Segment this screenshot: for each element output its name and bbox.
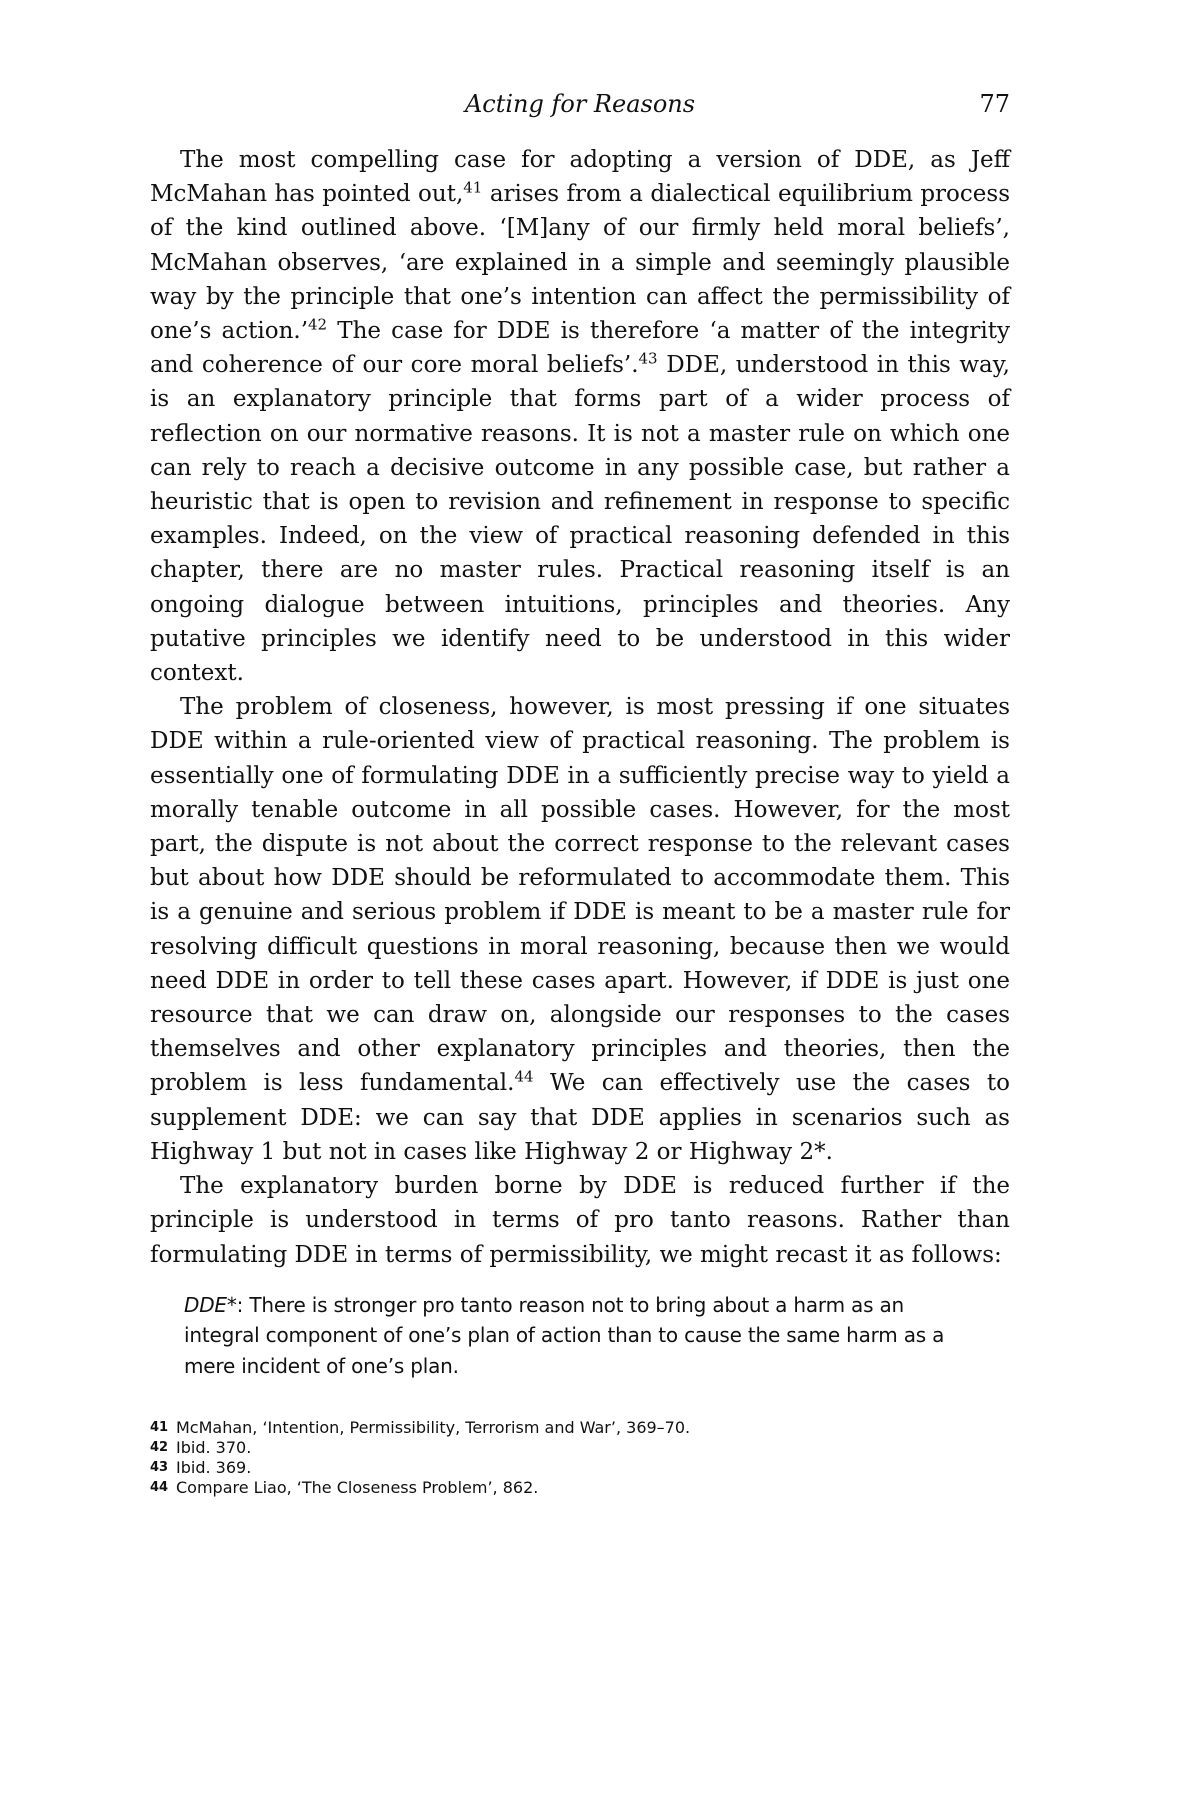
footnote-ref-41: 41 (463, 178, 483, 197)
running-head: Acting for Reasons (464, 90, 696, 118)
paragraph-3: The explanatory burden borne by DDE is reduced further if the principle is understood in terms of pro tanto reasons. Rather than formulating DDE in terms of permissibility, we might recast it as follows: (150, 1173, 1010, 1268)
footnote-number: 44 (150, 1480, 169, 1495)
paragraph-1 (150, 143, 1010, 690)
footnote (150, 1478, 1010, 1498)
footnote (150, 1458, 1010, 1478)
paragraph-2-text-b: We can effectively use the cases to supplement DDE: we can say that DDE applies in scenarios such as Highway 1 but not in cases like Highway 2 or Highway 2*. (150, 1070, 1010, 1165)
page-number: 77 (979, 90, 1010, 118)
footnote-ref-43: 43 (638, 349, 658, 368)
footnote-ref-44: 44 (514, 1067, 534, 1086)
block-quote-text: : There is stronger pro tanto reason not to bring about a harm as an integral component of one’s plan of action than to cause the same harm as a mere incident of one’s plan. (184, 1292, 945, 1378)
paragraph-1-text-b: arises from a dialectical equilibrium process of the kind outlined above. ‘[M]any of our firmly held moral beliefs’, McMahan observes, ‘are explained in a simple and seemingly plausible way by the principle that one’s intention can affect the permissibility of one’s action.’ (150, 181, 1011, 345)
block-quote (184, 1290, 976, 1382)
footnote-number: 42 (150, 1440, 169, 1455)
footnote-text: Compare Liao, ‘The Closeness Problem’, 862. (176, 1478, 539, 1497)
footnote (150, 1438, 1010, 1458)
footnote-text: McMahan, ‘Intention, Permissibility, Terrorism and War’, 369–70. (176, 1418, 691, 1437)
block-quote-label: DDE* (184, 1292, 237, 1317)
page-header (150, 90, 1010, 130)
footnotes (150, 1418, 1010, 1498)
footnote-ref-42: 42 (308, 315, 328, 334)
footnote-number: 43 (150, 1460, 169, 1475)
page-body (150, 143, 1010, 1381)
paragraph-2-text-a: The problem of closeness, however, is most pressing if one situates DDE within a rule-oriented view of practical reasoning. The problem is essentially one of formulating DDE in a sufficiently precise way to yield a morally tenable outcome in all possible cases. However, for the most part, the dispute is not about the correct response to the relevant cases but about how DDE should be reformulated to accommodate them. This is a genuine and serious problem if DDE is meant to be a master rule for resolving difficult questions in moral reasoning, because then we would need DDE in order to tell these cases apart. However, if DDE is just one resource that we can draw on, alongside our responses to the cases themselves and other explanatory principles and theories, then the problem is less fundamental. (150, 694, 1010, 1097)
paragraph-1-text-d: DDE, understood in this way, is an explanatory principle that forms part of a wider process of reflection on our normative reasons. It is not a master rule on which one can rely to reach a decisive outcome in any possible case, but rather a heuristic that is open to revision and refinement in response to specific examples. Indeed, on the view of practical reasoning defended in this chapter, there are no master rules. Practical reasoning itself is an ongoing dialogue between intuitions, principles and theories. Any putative principles we identify need to be understood in this wider context. (150, 352, 1010, 687)
paragraph-2 (150, 690, 1010, 1169)
footnote-number: 41 (150, 1420, 169, 1435)
footnote-text: Ibid. 370. (176, 1438, 252, 1457)
paragraph-1-text-c: The case for DDE is therefore ‘a matter of the integrity and coherence of our core moral beliefs’. (150, 318, 1010, 379)
footnote (150, 1418, 1010, 1438)
footnote-text: Ibid. 369. (176, 1458, 252, 1477)
paragraph-1-text-a: The most compelling case for adopting a version of DDE, as Jeff McMahan has pointed out, (150, 147, 1010, 208)
